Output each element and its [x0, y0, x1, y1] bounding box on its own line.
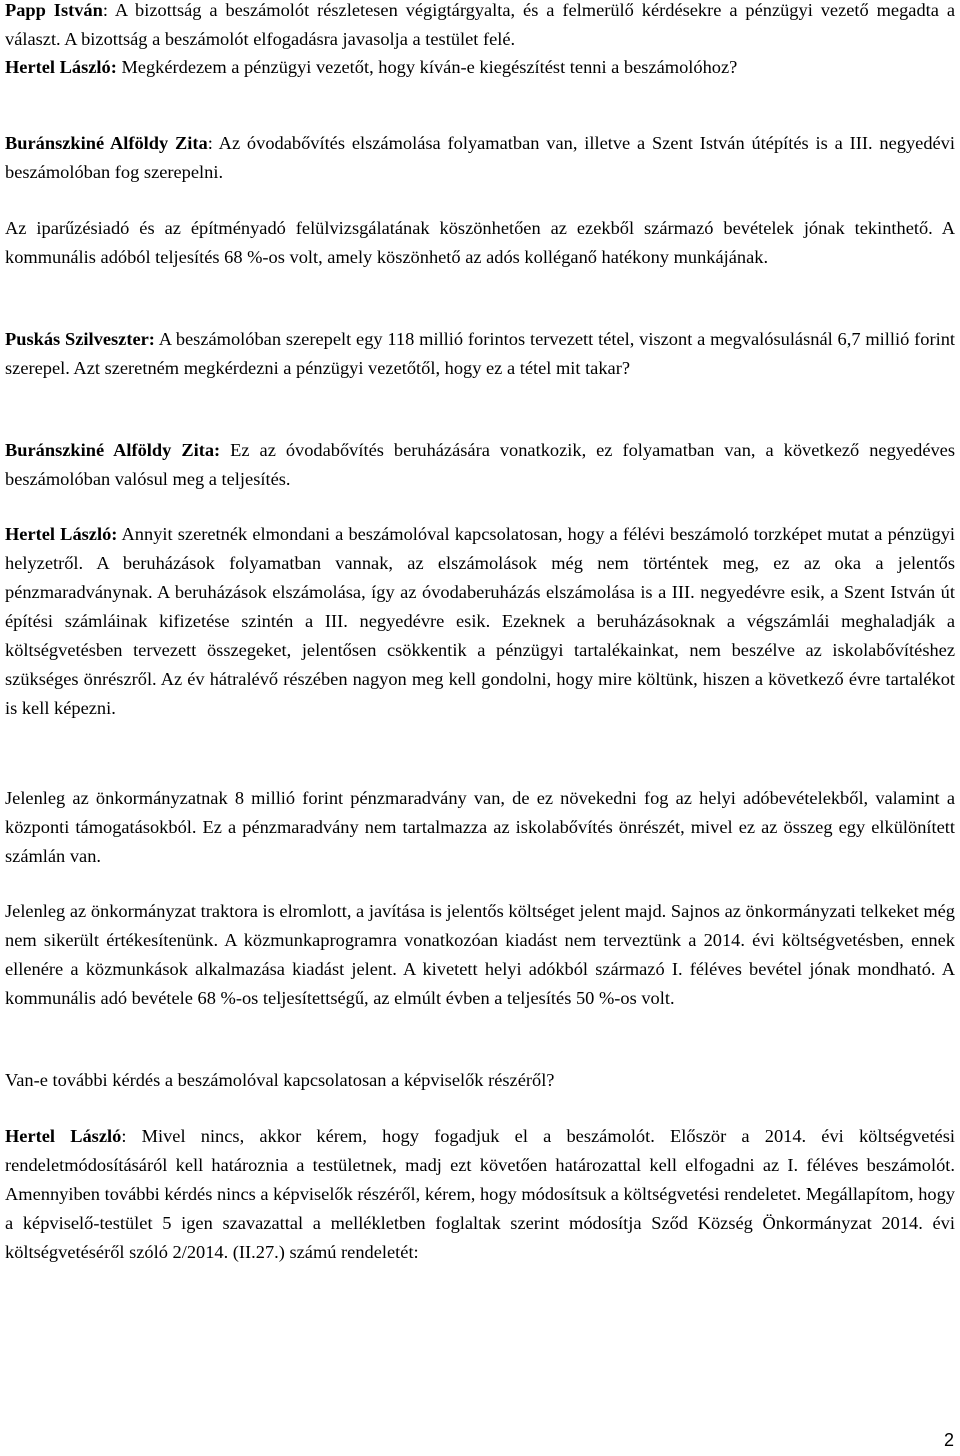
speaker-name: Hertel László:	[5, 57, 117, 77]
paragraph-text: Annyit szeretnék elmondani a beszámolóval kapcsolatosan, hogy a félévi beszámoló torzképet mutat a pénzügyi helyzetről. A beruházások folyamatban vannak, az elszámolások még nem történtek meg, ez az oka a jelentős pénzmaradványnak. A beruházások elszámolása, így az óvodaberuházás elszámolása is a III. negyedévre esik, a Szent István út építési számláinak kifizetése szintén a III. negyedévre esik. Ezeknek a beruházásoknak a végszámlái meghaladják a költségvetésben tervezett összegeket, jelentősen csökkentik a pénzügyi tartalékainkat, nem beszélve az iskolabővítéshez szükséges önrészről. Az év hátralévő részében nagyon meg kell gondolni, hogy mire költünk, hiszen a következő évre tartalékot is kell képezni.	[5, 524, 955, 718]
paragraph-buranszkine-2	[5, 436, 955, 494]
paragraph-text: A beszámolóban szerepelt egy 118 millió forintos tervezett tétel, viszont a megvalósulásnál 6,7 millió forint szerepel. Azt szeretném megkérdezni a pénzügyi vezetőtől, hogy ez a tétel mit takar?	[5, 329, 955, 378]
speaker-name: Hertel László:	[5, 524, 118, 544]
paragraph-hertel-question	[5, 53, 955, 82]
paragraph-text: Ez az óvodabővítés beruházására vonatkozik, ez folyamatban van, a következő negyedéves beszámolóban valósul meg a teljesítés.	[5, 440, 955, 489]
paragraph-text: Megkérdezem a pénzügyi vezetőt, hogy kíván-e kiegészítést tenni a beszámolóhoz?	[116, 57, 738, 77]
speaker-name: Papp István	[5, 0, 103, 20]
speaker-separator: :	[207, 133, 213, 153]
paragraph-text: Jelenleg az önkormányzat traktora is elromlott, a javítása is jelentős költséget jelent majd. Sajnos az önkormányzati telkeket még nem sikerült értékesítenünk. A közmunkaprogramra vonatkozóan kiadást nem terveztünk a 2014. évi költségvetésben, ennek ellenére a közmunkások alkalmazása kiadást jelent. A kivetett helyi adókból származó I. féléves bevétel jónak mondható. A kommunális adó bevétele 68 %-os teljesítettségű, az elmúlt évben a teljesítés 50 %-os volt.	[5, 901, 955, 1008]
paragraph-text: A bizottság a beszámolót részletesen végigtárgyalta, és a felmerülő kérdésekre a pénzügyi vezető megadta a választ. A bizottság a beszámolót elfogadásra javasolja a testület felé.	[5, 0, 955, 49]
paragraph-text: Az óvodabővítés elszámolása folyamatban van, illetve a Szent István útépítés is a III. negyedévi beszámolóban fog szerepelni.	[5, 133, 955, 182]
paragraph-text: Jelenleg az önkormányzatnak 8 millió forint pénzmaradvány van, de ez növekedni fog az helyi adóbevételekből, valamint a központi támogatásokból. Ez a pénzmaradvány nem tartalmazza az iskolabővítés önrészét, mivel ez az összeg egy elkülönített számlán van.	[5, 788, 955, 866]
paragraph-text: Mivel nincs, akkor kérem, hogy fogadjuk el a beszámolót. Először a 2014. évi költségvetési rendeletmódosításáról kell határoznia a testületnek, madj ezt követően határozattal kell elfogadni az I. féléves beszámolót. Amennyiben további kérdés nincs a képviselők részéről, kérem, hogy módosítsuk a költségvetési rendeletet. Megállapítom, hogy a képviselő-testület 5 igen szavazattal a mellékletben foglaltak szerint módosítja Sződ Község Önkormányzat 2014. évi költségvetéséről szóló 2/2014. (II.27.) számú rendeletét:	[5, 1126, 955, 1262]
page-number: 2	[943, 1430, 954, 1450]
paragraph-puskas	[5, 325, 955, 383]
speaker-name: Buránszkiné Alföldy Zita:	[5, 440, 221, 460]
paragraph-question	[5, 1066, 955, 1095]
paragraph-buranszkine-1	[5, 129, 955, 187]
paragraph-text: Van-e további kérdés a beszámolóval kapcsolatosan a képviselők részéről?	[5, 1070, 555, 1090]
paragraph-tractor	[5, 897, 955, 1013]
paragraph-cash-reserve	[5, 784, 955, 871]
paragraph-papp-istvan	[5, 0, 955, 54]
paragraph-hertel-statement	[5, 520, 955, 723]
paragraph-hertel-decision	[5, 1122, 955, 1267]
speaker-name: Buránszkiné Alföldy Zita	[5, 133, 208, 153]
speaker-name: Hertel László	[5, 1126, 122, 1146]
paragraph-text: Az iparűzésiadó és az építményadó felülvizsgálatának köszönhetően az ezekből származó bevételek jónak tekinthető. A kommunális adóból teljesítés 68 %-os volt, amely köszönhető az adós kolléganő hatékony munkájának.	[5, 218, 955, 267]
speaker-separator: :	[102, 0, 108, 20]
speaker-name: Puskás Szilveszter:	[5, 329, 155, 349]
speaker-separator: :	[121, 1126, 127, 1146]
paragraph-tax-revenue	[5, 214, 955, 272]
